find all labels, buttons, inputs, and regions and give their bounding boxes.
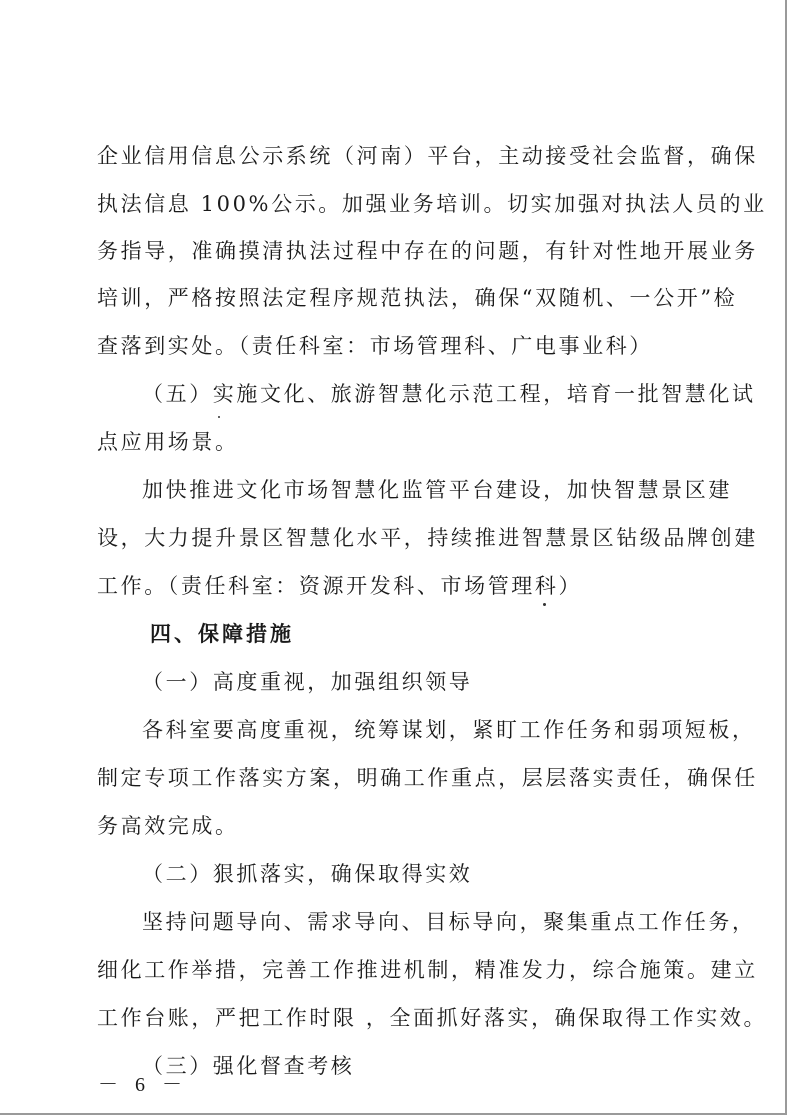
section-heading-safeguards: 四、保障措施 <box>150 622 294 646</box>
page-number: － 6 － <box>98 1074 188 1096</box>
subsection-heading-3: （三）强化督查考核 <box>142 1054 355 1078</box>
text-line: 工作。（责任科室：资源开发科、市场管理科） <box>97 574 583 598</box>
paragraph-first-line: 各科室要高度重视，统筹谋划，紧盯工作任务和弱项短板， <box>142 718 756 742</box>
text-line: 点应用场景。 <box>97 430 239 454</box>
paragraph-first-line: 坚持问题导向、需求导向、目标导向，聚集重点工作任务， <box>142 910 756 934</box>
section-heading-5: （五）实施文化、旅游智慧化示范工程，培育一批智慧化试 <box>142 382 756 406</box>
text-line: 务高效完成。 <box>97 814 239 838</box>
subsection-heading-1: （一）高度重视，加强组织领导 <box>142 670 473 694</box>
text-line: 工作台账，严把工作时限 ，全面抓好落实，确保取得工作实效。 <box>97 1006 768 1030</box>
paragraph-first-line: 加快推进文化市场智慧化监管平台建设，加快智慧景区建 <box>142 478 732 502</box>
text-line: 查落到实处。（责任科室：市场管理科、广电事业科） <box>97 334 653 358</box>
scan-speck <box>543 603 546 606</box>
text-line: 执法信息 100%公示。加强业务培训。切实加强对执法人员的业 <box>97 192 767 216</box>
text-line: 培训，严格按照法定程序规范执法，确保“双随机、一公开”检 <box>97 286 738 310</box>
text-line: 设，大力提升景区智慧化水平，持续推进智慧景区钻级品牌创建 <box>97 526 758 550</box>
subsection-heading-2: （二）狠抓落实，确保取得实效 <box>142 862 473 886</box>
text-line: 企业信用信息公示系统（河南）平台，主动接受社会监督，确保 <box>97 144 758 168</box>
text-line: 务指导，准确摸清执法过程中存在的问题，有针对性地开展业务 <box>97 239 758 263</box>
scan-speck <box>218 416 220 418</box>
text-line: 制定专项工作落实方案，明确工作重点，层层落实责任，确保任 <box>97 766 758 790</box>
text-line: 细化工作举措，完善工作推进机制，精准发力，综合施策。建立 <box>97 958 758 982</box>
